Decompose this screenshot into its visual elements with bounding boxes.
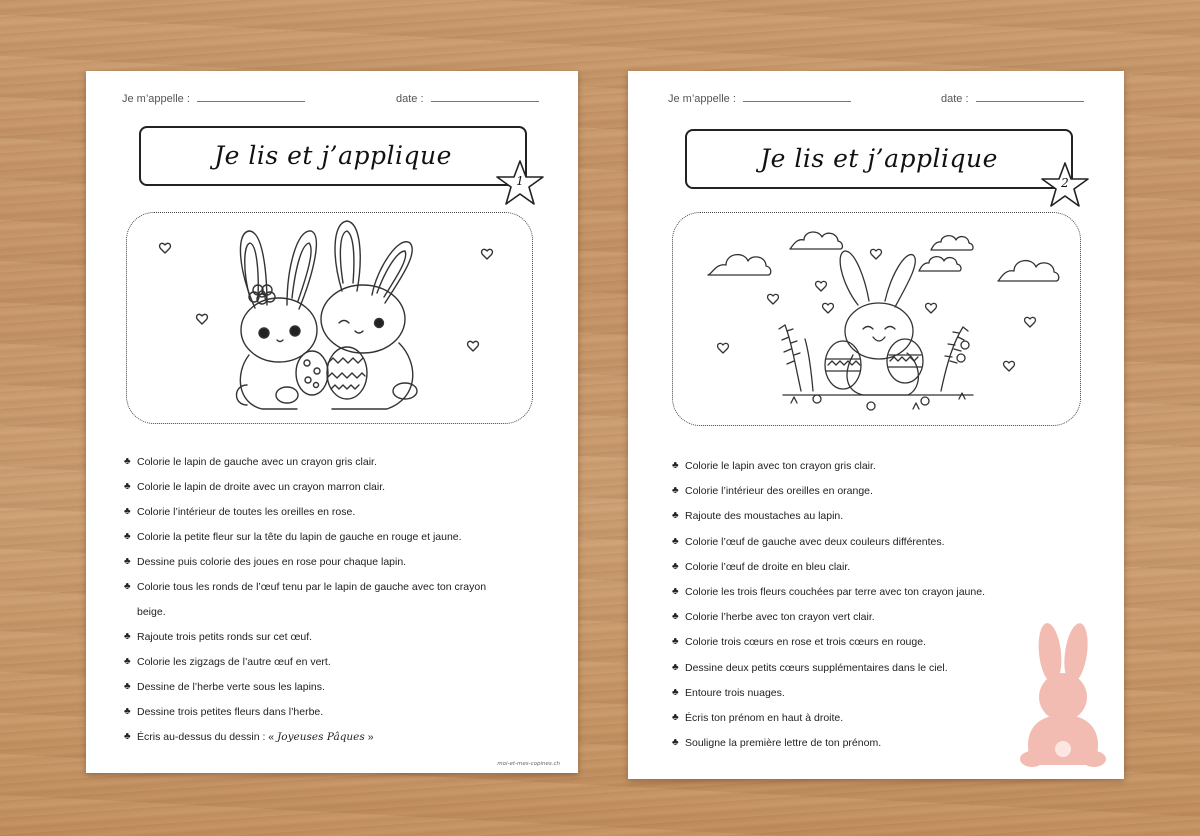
club-bullet-icon: ♣ (124, 681, 131, 692)
list-item (124, 731, 486, 756)
instruction-text: Écris ton prénom en haut à droite. (685, 711, 844, 724)
instruction-list (672, 460, 985, 762)
club-bullet-icon: ♣ (124, 556, 131, 567)
list-item (124, 581, 486, 606)
pink-bunny-silhouette-icon (1018, 619, 1108, 769)
list-item (672, 611, 985, 636)
club-bullet-icon: ♣ (672, 535, 679, 547)
club-bullet-icon: ♣ (672, 460, 679, 471)
club-bullet-icon: ♣ (124, 506, 131, 517)
instruction-text: Colorie l’herbe avec ton crayon vert clair. (685, 611, 875, 624)
list-item (672, 586, 985, 611)
illustration-frame (672, 212, 1081, 426)
list-item (124, 506, 486, 531)
instruction-text: Colorie les trois fleurs couchées par terre avec ton crayon jaune. (685, 585, 985, 598)
date-blank[interactable] (976, 91, 1084, 102)
instruction-text: Colorie l’œuf de gauche avec deux couleurs différentes. (685, 535, 945, 548)
bunny-with-eggs-illustration (673, 213, 1080, 425)
worksheet-number: 2 (1061, 176, 1069, 190)
club-bullet-icon: ♣ (124, 631, 131, 642)
star-number-badge (495, 159, 545, 207)
club-bullet-icon: ♣ (672, 636, 679, 648)
instruction-text: Colorie l’intérieur des oreilles en orange. (685, 485, 873, 498)
worksheet-number: 1 (516, 174, 524, 188)
list-item (672, 687, 985, 712)
club-bullet-icon: ♣ (672, 510, 679, 522)
list-item-continuation (124, 606, 486, 631)
club-bullet-icon: ♣ (672, 611, 679, 623)
club-bullet-icon: ♣ (672, 485, 679, 497)
club-bullet-icon: ♣ (124, 581, 131, 592)
list-item (124, 681, 486, 706)
instruction-text: » (367, 731, 374, 743)
instruction-text: Colorie le lapin de droite avec un crayon marron clair. (137, 481, 386, 493)
club-bullet-icon: ♣ (672, 737, 679, 749)
instruction-text: Colorie l’intérieur de toutes les oreilles en rose. (137, 506, 356, 518)
title-banner (685, 129, 1073, 189)
club-bullet-icon: ♣ (672, 661, 679, 673)
instruction-text: Colorie l’œuf de droite en bleu clair. (685, 560, 851, 573)
list-item (124, 481, 486, 506)
club-bullet-icon: ♣ (124, 706, 131, 717)
list-item (672, 536, 985, 561)
list-item (124, 531, 486, 556)
instruction-text: Colorie les zigzags de l’autre œuf en vert. (137, 656, 331, 668)
club-bullet-icon: ♣ (124, 731, 131, 742)
list-item (124, 456, 486, 481)
club-bullet-icon: ♣ (672, 585, 679, 597)
instruction-list (124, 456, 486, 756)
instruction-text: Dessine deux petits cœurs supplémentaires dans le ciel. (685, 661, 948, 674)
name-blank[interactable] (197, 91, 305, 102)
name-label: Je m’appelle : (668, 93, 736, 105)
list-item (124, 631, 486, 656)
club-bullet-icon: ♣ (124, 481, 131, 492)
worksheet-1 (86, 71, 578, 773)
list-item (672, 636, 985, 661)
club-bullet-icon: ♣ (672, 560, 679, 572)
instruction-text: Dessine trois petites fleurs dans l’herbe. (137, 706, 324, 718)
instruction-text: Dessine de l’herbe verte sous les lapins. (137, 681, 325, 693)
instruction-text: Écris au-dessus du dessin : « (137, 731, 275, 743)
instruction-text: Colorie le lapin avec ton crayon gris clair. (685, 460, 876, 472)
instruction-text: beige. (137, 606, 166, 618)
name-blank[interactable] (743, 91, 851, 102)
instruction-text: Rajoute trois petits ronds sur cet œuf. (137, 631, 313, 643)
name-label: Je m’appelle : (122, 93, 190, 105)
instruction-text: Entoure trois nuages. (685, 686, 785, 699)
list-item (124, 706, 486, 731)
list-item (672, 460, 985, 485)
club-bullet-icon: ♣ (124, 531, 131, 542)
instruction-text: Rajoute des moustaches au lapin. (685, 510, 844, 523)
worksheet-title: Je lis et j’applique (760, 144, 998, 173)
instruction-text: Dessine puis colorie des joues en rose pour chaque lapin. (137, 556, 407, 568)
footer-url: moi-et-mes-copines.ch (497, 761, 560, 767)
list-item (672, 561, 985, 586)
list-item (672, 485, 985, 510)
list-item (672, 510, 985, 535)
list-item (672, 662, 985, 687)
instruction-text: Colorie trois cœurs en rose et trois cœurs en rouge. (685, 636, 926, 649)
name-field[interactable] (668, 91, 851, 105)
club-bullet-icon: ♣ (124, 456, 131, 467)
instruction-text: Souligne la première lettre de ton prénom. (685, 737, 882, 750)
title-banner (139, 126, 527, 186)
joyeuses-paques-text: Joyeuses Pâques (277, 731, 365, 743)
illustration-frame (126, 212, 533, 424)
date-field[interactable] (396, 91, 539, 105)
name-field[interactable] (122, 91, 305, 105)
date-label: date : (941, 93, 969, 105)
worksheet-2 (628, 71, 1124, 779)
worksheet-title: Je lis et j’applique (214, 141, 452, 170)
date-field[interactable] (941, 91, 1084, 105)
date-blank[interactable] (431, 91, 539, 102)
list-item (124, 556, 486, 581)
list-item (124, 656, 486, 681)
club-bullet-icon: ♣ (672, 686, 679, 698)
instruction-text: Colorie le lapin de gauche avec un crayon gris clair. (137, 456, 377, 468)
date-label: date : (396, 93, 424, 105)
instruction-text: Colorie la petite fleur sur la tête du lapin de gauche en rouge et jaune. (137, 531, 462, 543)
list-item (672, 737, 985, 762)
two-bunnies-illustration (127, 213, 532, 423)
club-bullet-icon: ♣ (124, 656, 131, 667)
instruction-text: Colorie tous les ronds de l’œuf tenu par le lapin de gauche avec ton crayon (137, 581, 487, 593)
star-number-badge (1040, 161, 1090, 209)
club-bullet-icon: ♣ (672, 711, 679, 723)
list-item (672, 712, 985, 737)
